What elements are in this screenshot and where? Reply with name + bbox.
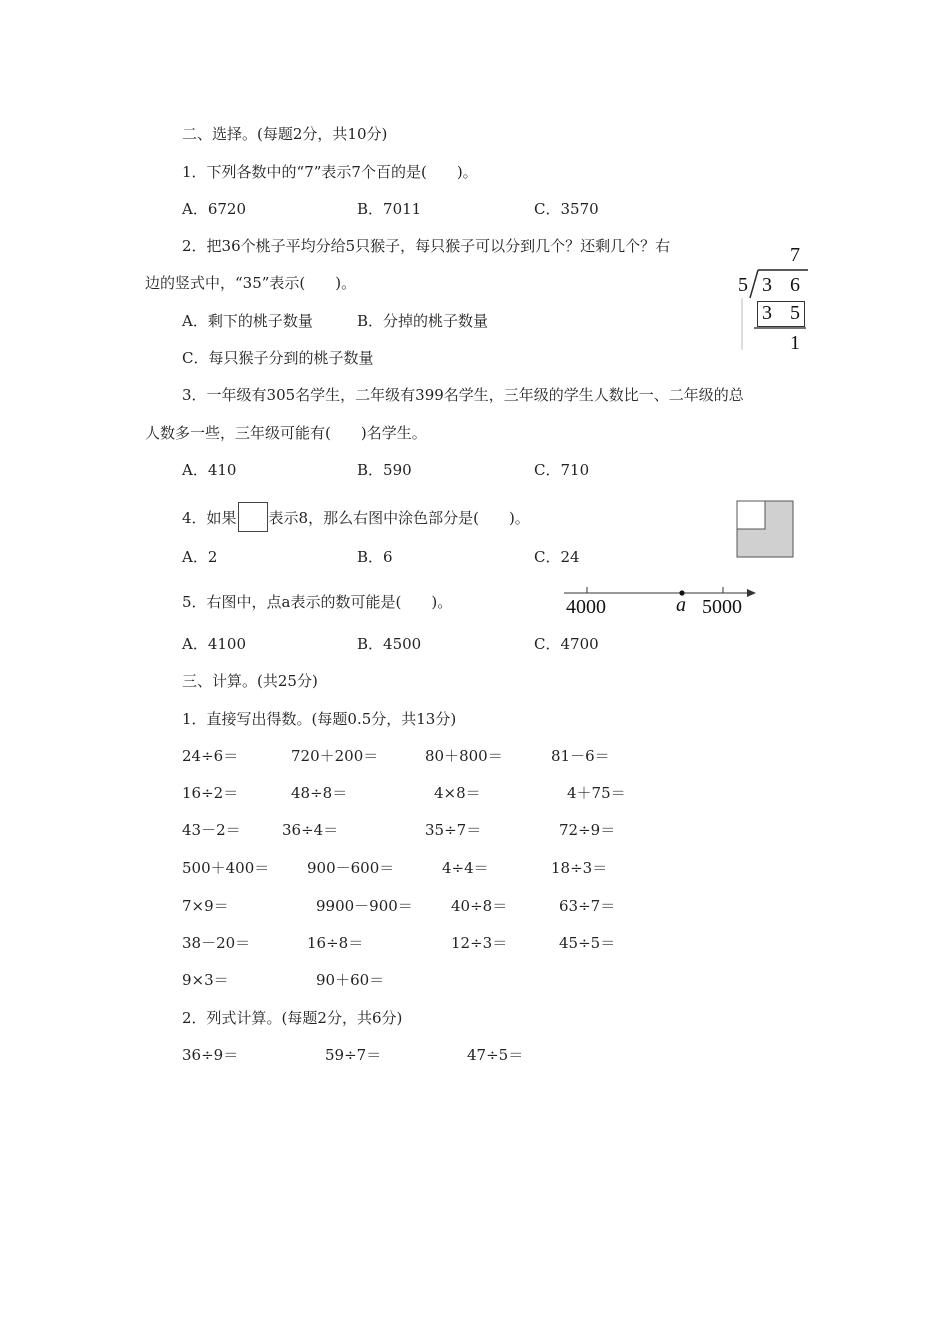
written-calc-item: 59÷7＝	[325, 1046, 382, 1064]
q4-stem-before: 4．如果	[182, 509, 237, 527]
q4-option-a: A．2	[182, 548, 218, 566]
written-calc-item: 47÷5＝	[467, 1046, 524, 1064]
q1-option-c: C．3570	[534, 200, 599, 218]
number-line-point-label: a	[676, 594, 686, 616]
calc-item: 72÷9＝	[559, 821, 616, 839]
long-division-figure	[736, 240, 808, 352]
q5-stem: 5．右图中，点a表示的数可能是( )。	[182, 593, 453, 611]
calc-item: 90＋60＝	[316, 971, 385, 989]
q2-stem-line2: 边的竖式中，“35”表示( )。	[145, 274, 357, 292]
calc-item: 4÷4＝	[442, 859, 489, 877]
calc-item: 4×8＝	[434, 784, 481, 802]
calc-item: 9900－900＝	[316, 897, 413, 915]
written-calc-item: 36÷9＝	[182, 1046, 239, 1064]
p1-title: 1．直接写出得数。(每题0.5分，共13分)	[182, 710, 457, 728]
division-product-tens: 3	[762, 302, 772, 324]
q4-option-b: B．6	[357, 548, 393, 566]
calc-item: 4＋75＝	[567, 784, 626, 802]
calc-item: 7×9＝	[182, 897, 229, 915]
q3-option-a: A．410	[182, 461, 237, 479]
calc-item: 36÷4＝	[282, 821, 339, 839]
calc-item: 80＋800＝	[425, 747, 503, 765]
q1-option-b: B．7011	[357, 200, 422, 218]
division-bracket	[748, 268, 810, 300]
q2-option-b: B．分掉的桃子数量	[357, 312, 489, 330]
q1-option-a: A．6720	[182, 200, 247, 218]
calc-item: 9×3＝	[182, 971, 229, 989]
calc-item: 12÷3＝	[451, 934, 508, 952]
calc-item: 35÷7＝	[425, 821, 482, 839]
calc-item: 63÷7＝	[559, 897, 616, 915]
q5-option-b: B．4500	[357, 635, 422, 653]
q2-option-a: A．剩下的桃子数量	[182, 312, 313, 330]
division-divisor: 5	[738, 274, 748, 296]
calc-item: 24÷6＝	[182, 747, 239, 765]
division-dividend-ones: 6	[790, 274, 800, 296]
calc-item: 720＋200＝	[291, 747, 379, 765]
division-dividend-tens: 3	[762, 274, 772, 296]
p2-title: 2．列式计算。(每题2分，共6分)	[182, 1009, 403, 1027]
q3-stem-line1: 3．一年级有305名学生，二年级有399名学生，三年级的学生人数比一、二年级的总	[182, 386, 744, 404]
q4-stem-after: 表示8，那么右图中涂色部分是( )。	[268, 509, 530, 527]
number-line-figure	[560, 582, 760, 622]
calc-item: 18÷3＝	[551, 859, 608, 877]
shaded-square-figure	[736, 500, 794, 558]
number-line-end-label: 5000	[702, 596, 742, 618]
unit-square-icon	[238, 502, 268, 532]
q5-option-c: C．4700	[534, 635, 599, 653]
q3-option-b: B．590	[357, 461, 412, 479]
calc-item: 81－6＝	[551, 747, 610, 765]
section3-title: 三、计算。(共25分)	[182, 672, 318, 690]
q2-stem-line1: 2．把36个桃子平均分给5只猴子，每只猴子可以分到几个？还剩几个？右	[182, 237, 671, 255]
q1-stem: 1．下列各数中的“7”表示7个百的是( )。	[182, 163, 478, 181]
q3-stem-line2: 人数多一些，三年级可能有( )名学生。	[145, 424, 427, 442]
calc-item: 16÷2＝	[182, 784, 239, 802]
q5-option-a: A．4100	[182, 635, 247, 653]
number-line-start-label: 4000	[566, 596, 606, 618]
division-remainder: 1	[790, 332, 800, 354]
calc-item: 16÷8＝	[307, 934, 364, 952]
calc-item: 45÷5＝	[559, 934, 616, 952]
calc-item: 43－2＝	[182, 821, 241, 839]
calc-item: 500＋400＝	[182, 859, 270, 877]
calc-item: 38－20＝	[182, 934, 251, 952]
section2-title: 二、选择。(每题2分，共10分)	[182, 125, 388, 143]
q2-option-c: C．每只猴子分到的桃子数量	[182, 349, 374, 367]
division-left-rule	[739, 298, 745, 352]
division-underline	[754, 326, 808, 330]
calc-item: 40÷8＝	[451, 897, 508, 915]
division-quotient: 7	[790, 244, 800, 266]
calc-item: 48÷8＝	[291, 784, 348, 802]
division-product-ones: 5	[790, 302, 800, 324]
q3-option-c: C．710	[534, 461, 590, 479]
q4-stem	[182, 504, 530, 534]
calc-item: 900－600＝	[307, 859, 395, 877]
q4-option-c: C．24	[534, 548, 580, 566]
